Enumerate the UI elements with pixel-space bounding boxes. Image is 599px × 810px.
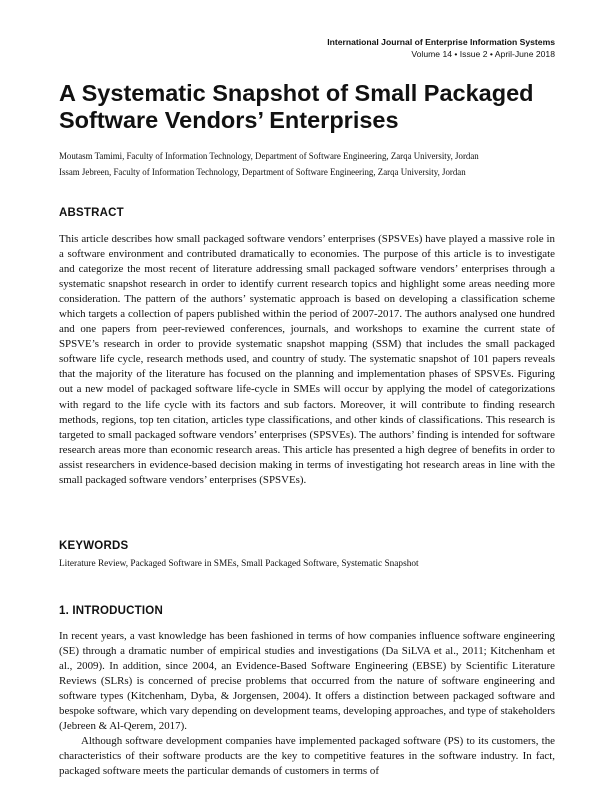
keywords-text: Literature Review, Packaged Software in SMEs, Small Packaged Software, Systematic Snapshot <box>59 559 419 569</box>
author-1: Moutasm Tamimi, Faculty of Information Technology, Department of Software Engineering, Zarqa University, Jordan <box>59 151 479 161</box>
author-list <box>59 148 559 180</box>
keywords-heading: KEYWORDS <box>59 540 129 552</box>
journal-issue: Volume 14 • Issue 2 • April-June 2018 <box>411 49 555 59</box>
journal-name: International Journal of Enterprise Information Systems <box>327 37 555 47</box>
abstract-heading: ABSTRACT <box>59 207 124 219</box>
abstract-text: This article describes how small packaged software vendors’ enterprises (SPSVEs) have played a massive role in a software environment and contributed dramatically to economies. The purpose of this article is to investigate and categorize the most recent of literature addressing small packaged software vendors’ enterprises through a systematic snapshot research in order to identify current research topics and highlight some areas needing more consideration. The pattern of the authors’ systematic approach is based on developing a classification scheme which targets a collection of papers published within the period of 2007-2017. The authors analysed one hundred and one papers from peer-reviewed conferences, journals, and workshops to examine the current state of SPSVE’s research in order to provide systematic snapshot mapping (SSM) that includes the small packaged software life cycle, research methods used, and country of study. The systematic snapshot of 101 papers reveals that the majority of the literature has focused on the planning and implementation phases of SPSVEs. Figuring out a new model of packaged software life-cycle in SMEs will occur by applying the model of categorizations with regard to the life cycle with its factors and sub factors. Moreover, it will contribute to finding research methods, regions, top ten citation, articles type classifications, and other kinds of classifications. This research is targeted to small packaged software vendors’ enterprises (SPSVEs). The authors’ finding is intended for software research areas more than economic research areas. This article has presented a high degree of benefits in order to assist researchers in evidence-based decision making in terms of investigating hot research areas in line with the small packaged software vendors’ enterprises (SPSVEs). <box>59 233 555 486</box>
introduction-paragraph-1: In recent years, a vast knowledge has been fashioned in terms of how companies influence software engineering (SE) through a dramatic number of empirical studies and investigations (Da SiLVA et al., 2011; Kitchenham et al., 2009). In addition, since 2004, an Evidence-Based Software Engineering (EBSE) by Scientific Literature Reviews (SLRs) is concerned of precise problems that occurred from the nature of software engineering and software types (Kitchenham, Dyba, & Jorgensen, 2004). It offers a distinction between packaged software and bespoke software, which vary depending on development teams, developing approaches, and type of stakeholders (Jebreen & Al-Qerem, 2017). <box>59 630 555 733</box>
journal-header <box>327 36 555 60</box>
author-2: Issam Jebreen, Faculty of Information Technology, Department of Software Engineering, Zarqa University, Jordan <box>59 167 466 177</box>
introduction-body <box>59 629 555 779</box>
paper-title: A Systematic Snapshot of Small Packaged Software Vendors’ Enterprises <box>59 80 534 133</box>
introduction-paragraph-2: Although software development companies have implemented packaged software (PS) to its customers, the characteristics of their software products are the key to competitive features in the software industry. In fact, packaged software meets the particular demands of customers in terms of <box>59 735 555 778</box>
introduction-heading: 1. INTRODUCTION <box>59 605 163 617</box>
